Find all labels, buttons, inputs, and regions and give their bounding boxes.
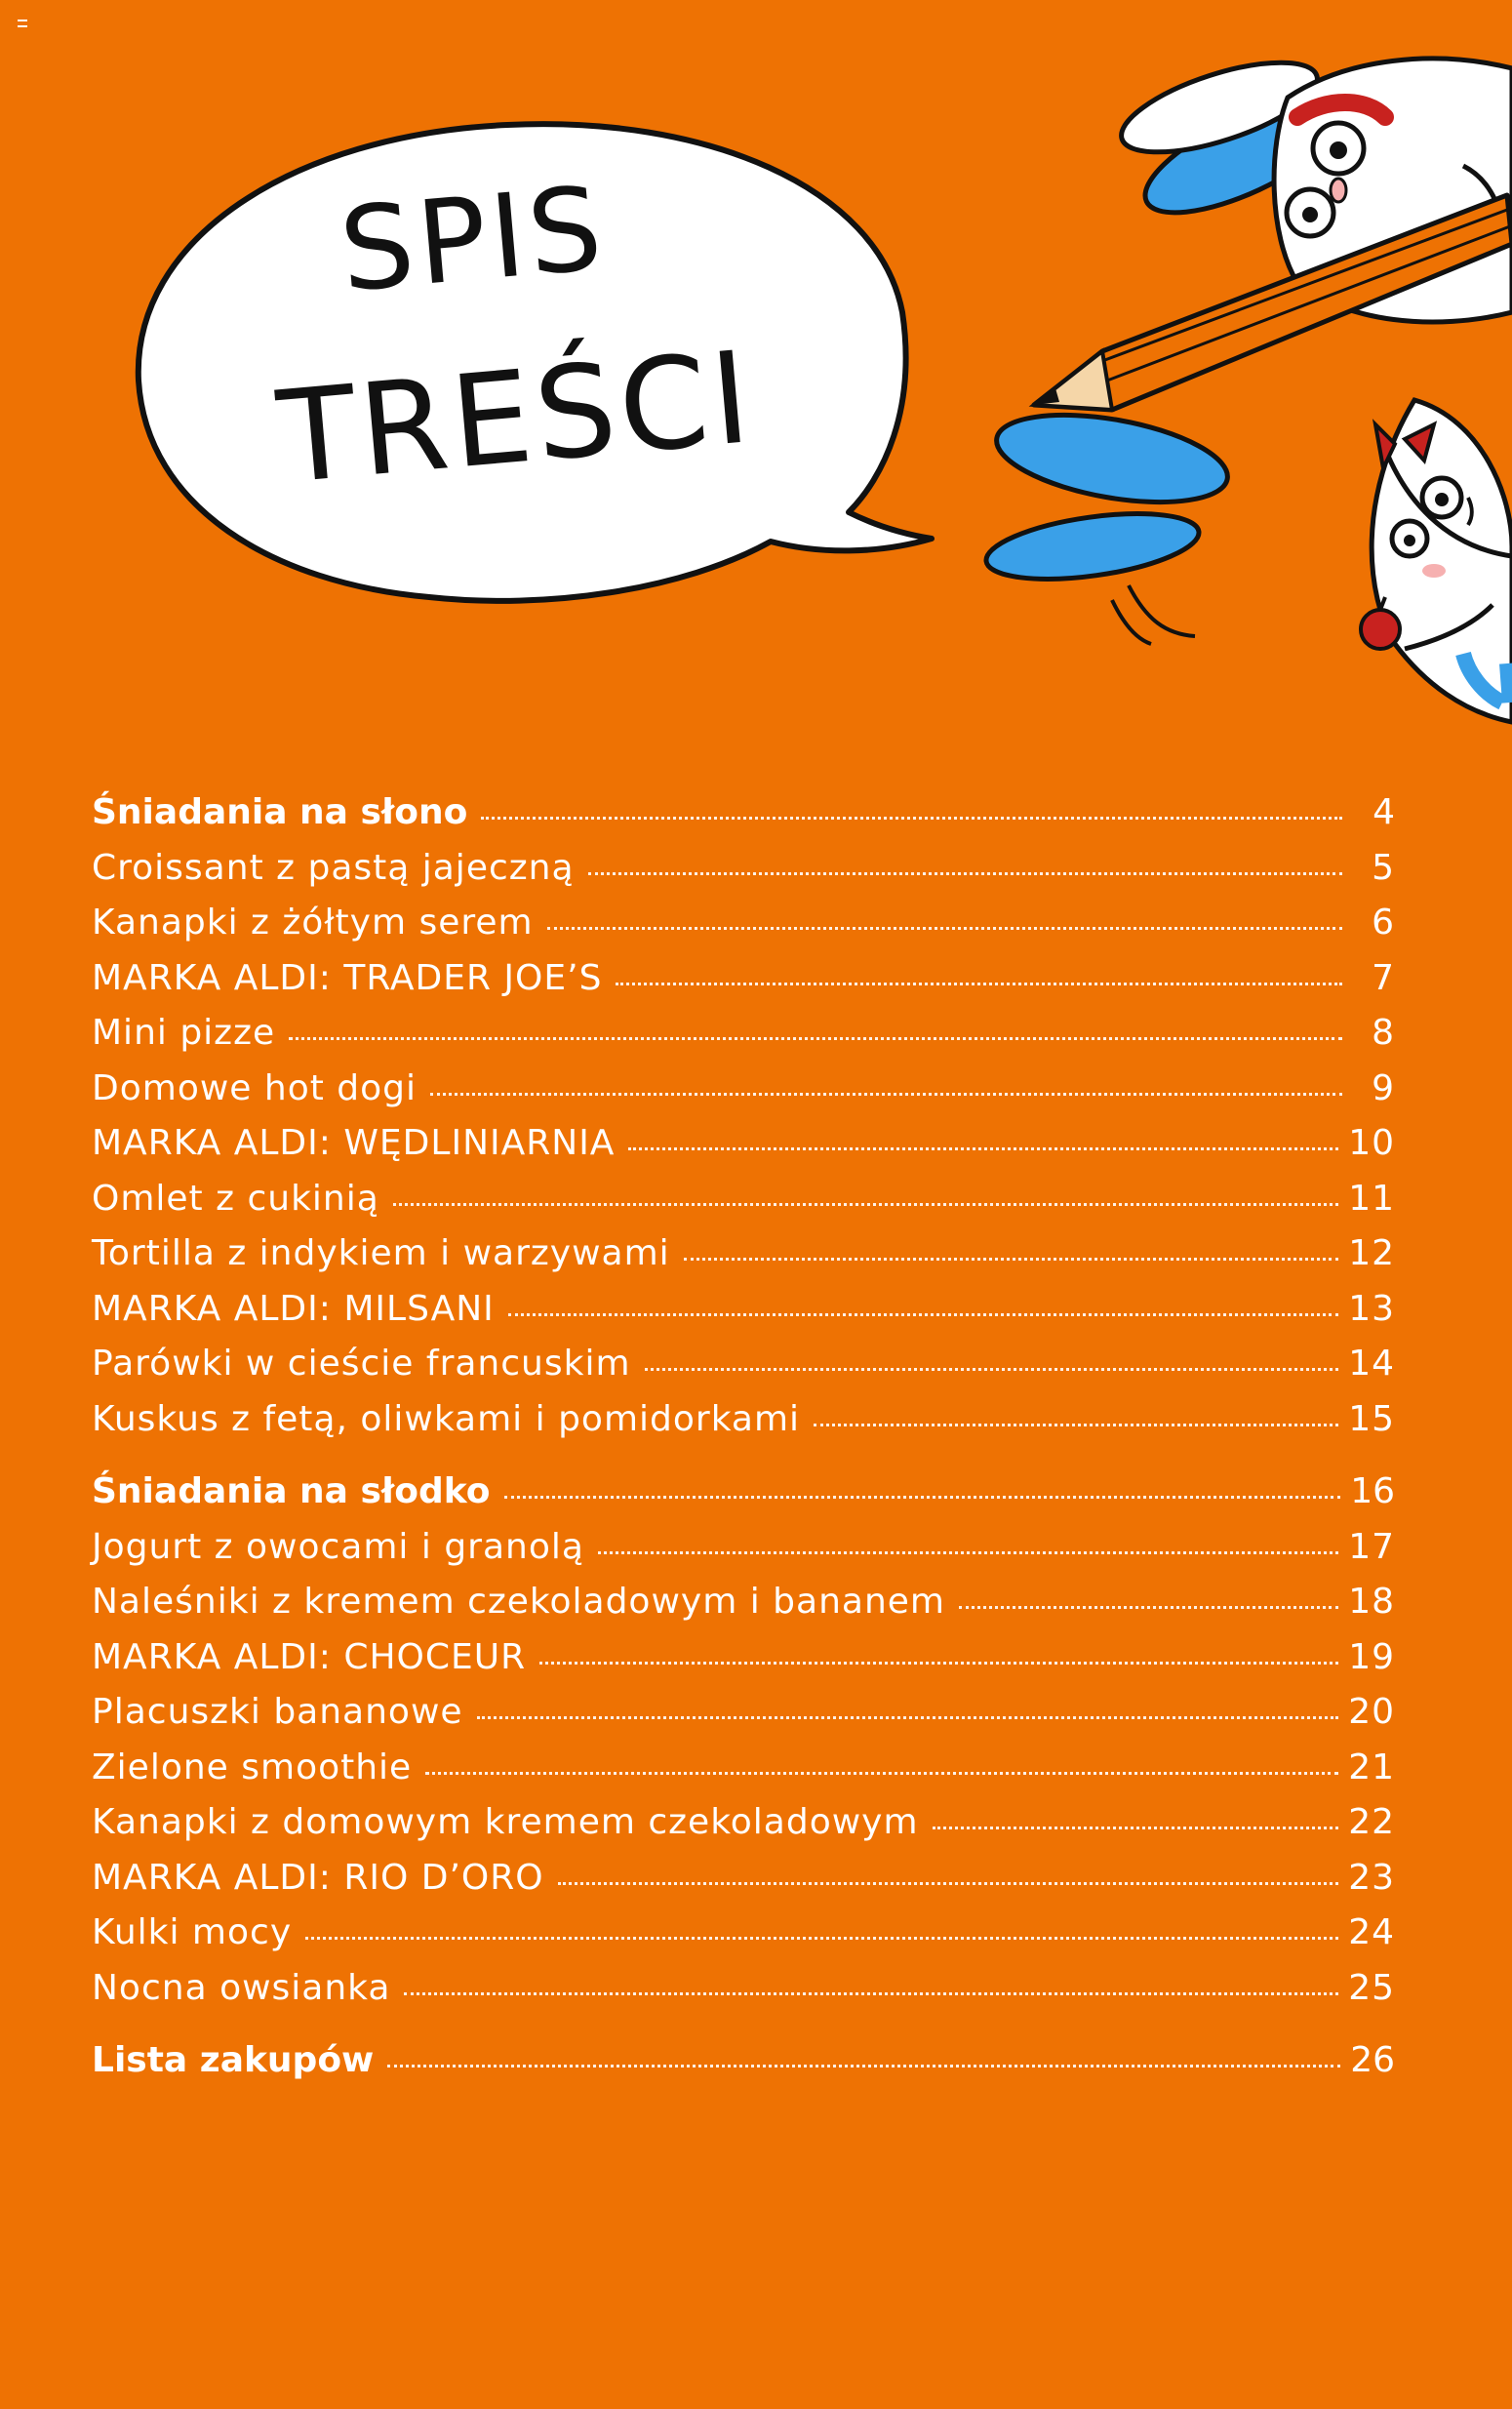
toc-page-number: 20 [1348, 1692, 1395, 1732]
dot-leader [684, 1258, 1339, 1261]
toc-page-number: 16 [1350, 1471, 1395, 1511]
toc-entry[interactable] [92, 903, 1395, 958]
toc-entry-label: MARKA ALDI: WĘDLINIARNIA [92, 1123, 616, 1163]
dot-leader [814, 1424, 1338, 1426]
toc-page-number: 17 [1348, 1526, 1395, 1567]
toc-page-number: 7 [1372, 957, 1395, 998]
toc-heading-label: Lista zakupów [92, 2040, 375, 2080]
toc-heading[interactable] [92, 1471, 1395, 1527]
toc-entry-label: Naleśniki z kremem czekoladowym i bananem [92, 1582, 945, 1622]
toc-entry[interactable] [92, 1289, 1395, 1345]
toc-entry[interactable] [92, 1344, 1395, 1399]
toc-heading[interactable] [92, 2040, 1395, 2096]
dot-leader [289, 1037, 1342, 1040]
page-title [228, 141, 865, 582]
dot-leader [404, 1992, 1338, 1995]
toc-heading[interactable] [92, 792, 1395, 848]
toc-entry-label: Jogurt z owocami i granolą [92, 1526, 584, 1567]
dot-leader [508, 1313, 1338, 1316]
dot-leader [645, 1368, 1339, 1371]
toc-entry[interactable] [92, 1637, 1395, 1693]
dot-leader [547, 927, 1342, 930]
toc-entry[interactable] [92, 1747, 1395, 1803]
toc-page-number: 8 [1372, 1013, 1395, 1053]
toc-page-number: 9 [1372, 1067, 1395, 1108]
toc-page-number: 21 [1348, 1747, 1395, 1787]
toc-page-number: 26 [1350, 2040, 1395, 2080]
toc-entry-label: Domowe hot dogi [92, 1067, 418, 1108]
toc-heading-label: Śniadania na słono [92, 792, 468, 832]
dot-leader [598, 1551, 1338, 1554]
toc-entry-label: Parówki w cieście francuskim [92, 1344, 631, 1384]
dot-leader [305, 1937, 1338, 1940]
title-line-2: TREŚCI [272, 322, 760, 512]
toc-page-number: 12 [1348, 1233, 1395, 1273]
toc-page-number: 13 [1348, 1288, 1395, 1329]
dot-leader [959, 1606, 1338, 1609]
toc-entry[interactable] [92, 1123, 1395, 1179]
toc-page-number: 11 [1348, 1178, 1395, 1219]
bunnies-illustration [975, 39, 1512, 742]
toc-page-number: 22 [1348, 1802, 1395, 1842]
dot-leader [477, 1716, 1339, 1719]
toc-entry-label: Kanapki z domowym kremem czekoladowym [92, 1802, 919, 1842]
toc-entry[interactable] [92, 1068, 1395, 1124]
toc-entry-label: MARKA ALDI: CHOCEUR [92, 1636, 527, 1677]
toc-entry-label: Zielone smoothie [92, 1747, 413, 1787]
dot-leader [588, 872, 1342, 875]
dot-leader [628, 1147, 1338, 1150]
toc-entry[interactable] [92, 1858, 1395, 1913]
toc-entry[interactable] [92, 1582, 1395, 1637]
toc-entry[interactable] [92, 1233, 1395, 1289]
toc-entry-label: Kulki mocy [92, 1912, 293, 1952]
toc-entry-label: Kuskus z fetą, oliwkami i pomidorkami [92, 1398, 801, 1439]
dot-leader [430, 1093, 1342, 1096]
dot-leader [504, 1496, 1341, 1499]
toc-page-number: 6 [1372, 903, 1395, 943]
toc-page-number: 10 [1348, 1123, 1395, 1163]
toc-entry-label: Tortilla z indykiem i warzywami [92, 1233, 670, 1273]
toc-entry[interactable] [92, 1399, 1395, 1455]
toc-page-number: 24 [1348, 1912, 1395, 1952]
toc-page-number: 18 [1348, 1582, 1395, 1622]
toc-page-number: 14 [1348, 1344, 1395, 1384]
toc-entry-label: Placuszki bananowe [92, 1692, 463, 1732]
toc-page-number: 19 [1348, 1636, 1395, 1677]
toc-entry[interactable] [92, 1802, 1395, 1858]
dot-leader [933, 1827, 1339, 1829]
toc-entry[interactable] [92, 1527, 1395, 1583]
table-of-contents [92, 792, 1395, 2113]
toc-page-number: 4 [1373, 792, 1395, 832]
dot-leader [393, 1203, 1338, 1206]
toc-page-number: 15 [1348, 1398, 1395, 1439]
dot-leader [425, 1772, 1338, 1775]
bottom-bunny [982, 400, 1512, 722]
toc-entry[interactable] [92, 958, 1395, 1014]
toc-entry-label: Mini pizze [92, 1013, 276, 1053]
title-line-1: SPIS [335, 160, 612, 318]
toc-entry-label: Croissant z pastą jajeczną [92, 847, 575, 888]
toc-page-number: 25 [1348, 1967, 1395, 2008]
toc-group-sweet [92, 1471, 1395, 2023]
toc-page-number: 23 [1348, 1857, 1395, 1898]
toc-entry-label: MARKA ALDI: MILSANI [92, 1288, 495, 1329]
dot-leader [558, 1882, 1339, 1885]
toc-entry[interactable] [92, 1692, 1395, 1747]
toc-entry-label: MARKA ALDI: TRADER JOE’S [92, 957, 603, 998]
dot-leader [616, 983, 1342, 985]
dot-leader [387, 2065, 1340, 2068]
toc-group-shopping-list [92, 2040, 1395, 2096]
toc-entry[interactable] [92, 1013, 1395, 1068]
toc-entry[interactable] [92, 1968, 1395, 2024]
toc-entry[interactable] [92, 848, 1395, 903]
toc-entry-label: Omlet z cukinią [92, 1178, 379, 1219]
toc-entry-label: Nocna owsianka [92, 1967, 391, 2008]
dot-leader [481, 817, 1342, 820]
dot-leader [539, 1662, 1338, 1665]
toc-entry[interactable] [92, 1912, 1395, 1968]
toc-page-number: 5 [1372, 847, 1395, 888]
toc-entry-label: MARKA ALDI: RIO D’ORO [92, 1857, 544, 1898]
toc-entry-label: Kanapki z żółtym serem [92, 903, 534, 943]
toc-heading-label: Śniadania na słodko [92, 1471, 491, 1511]
toc-entry[interactable] [92, 1179, 1395, 1234]
toc-group-savory [92, 792, 1395, 1454]
